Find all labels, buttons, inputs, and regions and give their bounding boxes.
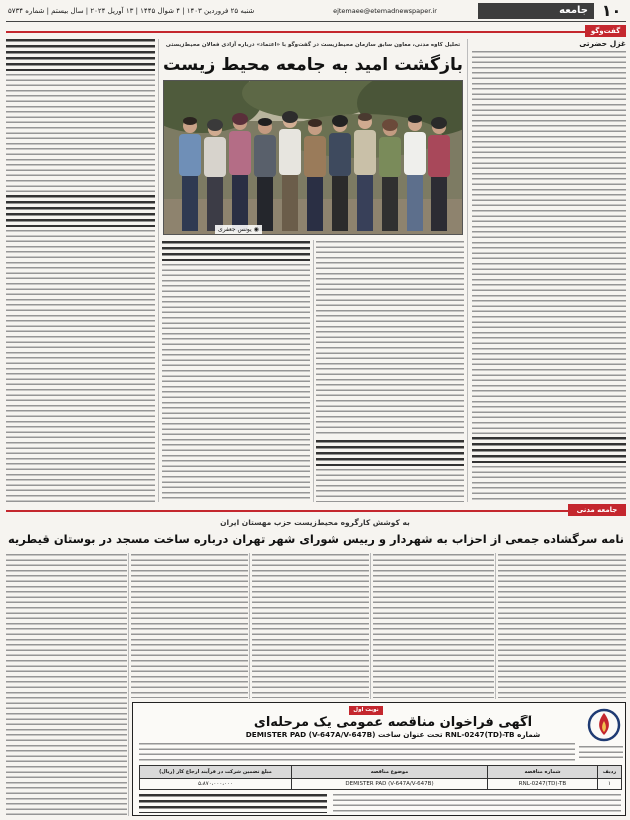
page-number: ۱۰ — [601, 1, 622, 20]
photo-credit-text: یونس جعفری — [218, 226, 252, 233]
question-lead — [472, 437, 626, 463]
company-logo — [585, 707, 623, 743]
tender-title: آگهی فراخوان مناقصه عمومی یک مرحله‌ای — [253, 715, 533, 730]
tender-table — [139, 765, 622, 790]
column-rule — [128, 553, 129, 816]
dateline: شنبه ۲۵ فروردین ۱۴۰۳ | ۴ شوال ۱۴۴۵ | ۱۳ آوریل ۲۰۲۴ | سال بیستم | شماره ۵۷۳۴ — [8, 7, 255, 15]
notice-badge: نوبت اول — [349, 706, 383, 715]
group-photo-image — [163, 81, 462, 235]
table-cell: DEMISTER PAD (V-647A/V-647B) — [292, 779, 488, 790]
interview-headline: بازگشت امید به جامعه محیط زیست — [163, 55, 463, 75]
interview-label: گفت‌وگو — [585, 25, 626, 37]
tender-subtitle: شماره RNL-0247(TD)-TB تحت عنوان ساخت DEMISTER PAD (V-647A/V-647B) — [245, 730, 541, 739]
section-band: جامعه — [478, 3, 594, 19]
column-rule — [313, 240, 314, 502]
person-figure — [354, 113, 376, 231]
body-text — [6, 554, 127, 816]
question-lead — [316, 440, 464, 466]
body-text — [373, 554, 494, 698]
table-row — [140, 779, 622, 790]
table-header: مبلغ تضمین شرکت در فرآیند ارجاع کار (ریال) — [140, 766, 292, 779]
interview-kicker: تحلیل کاوه مدنی، معاون سابق سازمان محیط‌زیست در گفت‌وگو با «اعتماد» درباره آزادی فعالان محیط‌زیستی — [165, 42, 461, 48]
tender-advertisement — [132, 702, 626, 816]
author-byline: غزل حضرتی — [579, 39, 626, 48]
body-text — [472, 466, 626, 502]
column-rule — [495, 553, 496, 699]
table-header: موضوع مناقصه — [292, 766, 488, 779]
column-rule — [158, 39, 159, 502]
civil-headline: نامه سرگشاده جمعی از احزاب به شهردار و رییس شورای شهر تهران درباره ساخت مسجد در بوستان قیطریه — [8, 532, 624, 546]
column-rule — [370, 553, 371, 699]
table-cell: ۵،۸۷۰،۰۰۰،۰۰۰ — [140, 779, 292, 790]
group-photo — [163, 80, 463, 235]
person-figure — [179, 117, 201, 231]
body-text — [6, 74, 155, 192]
body-text — [131, 554, 248, 698]
photo-credit — [215, 225, 262, 234]
body-text — [252, 554, 369, 698]
tender-contact — [139, 794, 327, 813]
body-text — [162, 264, 310, 502]
column-rule — [467, 39, 468, 502]
oil-company-icon — [585, 707, 623, 743]
body-text — [6, 230, 155, 502]
company-name-text — [579, 746, 623, 762]
header-rule — [6, 21, 626, 22]
question-lead — [6, 195, 155, 227]
body-text — [472, 51, 626, 434]
table-cell: ۱ — [598, 779, 622, 790]
question-lead — [6, 39, 155, 71]
civil-label: جامعه مدنی — [568, 504, 626, 516]
column-rule — [249, 553, 250, 699]
tender-conditions — [333, 794, 621, 813]
table-cell: RNL-0247(TD)-TB — [488, 779, 598, 790]
person-figure — [404, 115, 426, 231]
body-text — [316, 241, 464, 437]
civil-kicker: به کوشش کارگروه محیط‌زیست حزب مهستان ایران — [220, 518, 410, 527]
table-header: شماره مناقصه — [488, 766, 598, 779]
section-email: ejtemaee@etemadnewspaper.ir — [333, 7, 437, 15]
question-lead — [162, 241, 310, 261]
tender-description — [139, 743, 575, 763]
section-strip-line — [6, 510, 568, 512]
body-text — [498, 554, 626, 698]
table-header: ردیف — [598, 766, 622, 779]
table-header-row — [140, 766, 622, 779]
camera-icon: ◉ — [253, 226, 259, 233]
body-text — [316, 469, 464, 502]
section-strip-line — [6, 31, 586, 33]
